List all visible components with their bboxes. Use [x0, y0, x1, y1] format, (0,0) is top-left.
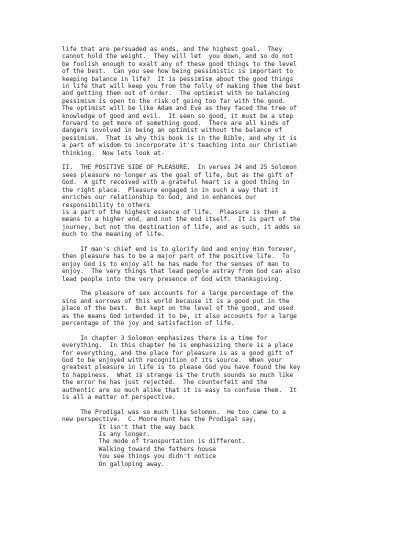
- text-line: enjoy. The very things that lead people astray from God can also: [62, 268, 301, 276]
- text-line: Is any longer.: [62, 431, 151, 439]
- text-line: pessimism is open to the risk of going too far with the good.: [62, 97, 286, 105]
- text-line: forward to get more of something good. There are all kinds of: [62, 120, 290, 128]
- text-line: You see things you didn't notice: [62, 453, 217, 461]
- paragraph: [62, 164, 380, 238]
- paragraph: [62, 335, 380, 402]
- text-line: keeping balance in life? It is pessimism about the good things: [62, 75, 294, 83]
- paragraph: [62, 290, 380, 327]
- text-line: God. A gift received with a grateful heart is a good thing in: [62, 179, 290, 187]
- text-line: dangers involved in being an optimist without the balance of: [62, 127, 283, 135]
- text-line: to happiness. What is strange is the truth sounds so much like: [62, 371, 294, 379]
- text-line: Walking toward the fathers house: [62, 445, 217, 453]
- text-line: sees pleasure no longer as the goal of life, but as the gift of: [62, 171, 294, 179]
- text-line: responsibility to others: [62, 201, 151, 209]
- text-line: then pleasure has to be a major part of the positive life. To: [62, 253, 290, 261]
- text-line: thinking. Now lets look at-: [62, 149, 165, 157]
- text-line: The mode of transportation is different.: [62, 438, 246, 446]
- text-line: On galloping away.: [62, 460, 165, 468]
- text-line: enjoy God is to enjoy all he has made for the senses of man to: [62, 260, 290, 268]
- text-line: a part of wisdom to incorporate it's teaching into our Christian: [62, 142, 297, 150]
- text-line: knowledge of good and evil. It seen so good, it must be a step: [62, 112, 294, 120]
- paragraph: [62, 409, 380, 468]
- paragraph: [62, 246, 380, 283]
- text-line: the right place. Pleasure engaged in in such a way that it: [62, 186, 279, 194]
- text-line: for everything, and the place for pleasure is as a good gift of: [62, 349, 294, 357]
- text-line: cannot hold the weight. They will let you down, and so do not: [62, 53, 294, 61]
- text-line: The Prodigal was so much like Solomon. He too came to a: [62, 408, 286, 416]
- text-line: lead people into the very presence of God with thanksgiving.: [62, 275, 283, 283]
- text-line: God to be enjoyed with recognition of its source. When your: [62, 357, 283, 364]
- text-line: much to the meaning of life.: [62, 231, 165, 239]
- text-line: is a part of the highest essence of life. Pleasure is then a: [62, 208, 286, 216]
- text-line: in life that will keep you from the folly of making them the best: [62, 83, 301, 91]
- text-line: as the means God intended it to be, it also accounts for a large: [62, 312, 297, 320]
- text-line: place of the best. But kept on the level of the good, and used: [62, 305, 294, 313]
- text-line: means to a higher end, and not the end itself. It is part of the: [62, 216, 301, 224]
- text-line: new perspective. C. Moore Hunt has the Prodigal say,: [62, 416, 257, 424]
- text-line: It isn't that the way back: [62, 423, 195, 431]
- text-line: is all a matter of perspective.: [62, 394, 176, 402]
- text-line: pessimism. That is why this book is in the Bible, and why it is: [62, 134, 297, 142]
- text-line: percentage of the joy and satisfaction of life.: [62, 319, 235, 327]
- document-body: [62, 46, 380, 468]
- text-line: sins and sorrows of this world because it is a good put in the: [62, 297, 290, 305]
- text-line: journey, but not the destination of life, and as such, it adds so: [62, 223, 301, 231]
- text-line: enriches our relationship to God, and in enhances our: [62, 194, 257, 202]
- text-line: II. THE POSITIVE SIDE OF PLEASURE. In verses 24 and 25 Solomon: [62, 164, 297, 172]
- text-line: The pleasure of sex accounts for a large percentage of the: [62, 290, 294, 298]
- text-line: the error he has just rejected. The counterfeit and the: [62, 379, 268, 387]
- text-line: of the best. Can you see how being pessimistic is important to: [62, 68, 294, 76]
- paragraph: [62, 46, 380, 157]
- text-line: authentic are so much alike that it is easy to confuse them. It: [62, 386, 297, 394]
- text-line: In chapter 3 Solomon emphasizes there is a time for: [62, 334, 268, 342]
- text-line: If man's chief end is to glorify God and enjoy Him forever,: [62, 245, 297, 253]
- text-line: life that are persuaded as ends, and the highest goal. They: [62, 46, 283, 53]
- text-line: greatest pleasure in life is to please God you have found the key: [62, 364, 301, 372]
- text-line: and getting them out of order. The optimist with no balancing: [62, 90, 290, 98]
- text-line: everything. In this chapter he is emphasizing there is a place: [62, 342, 294, 350]
- text-line: be foolish enough to exalt any of these good things to the level: [62, 60, 297, 68]
- text-line: The optimist will be like Adam and Eve as they faced the tree of: [62, 105, 297, 113]
